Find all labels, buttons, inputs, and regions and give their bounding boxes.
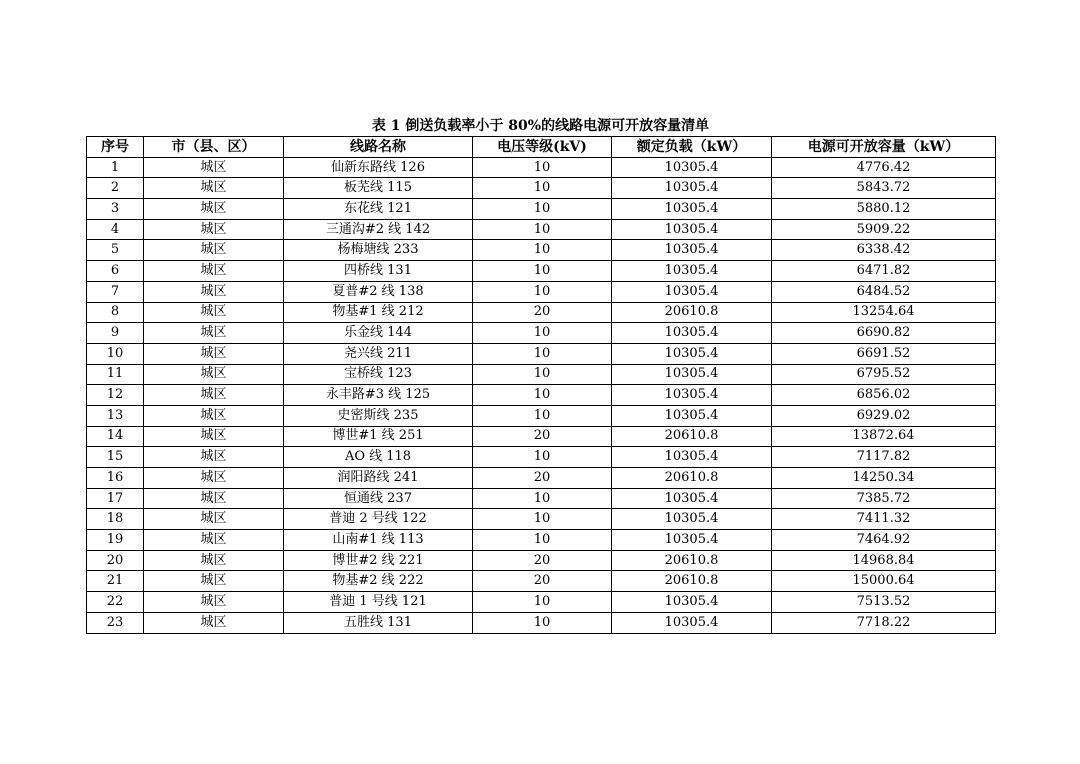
cell-open-capacity: 6338.42	[772, 240, 996, 261]
cell-line-name: 五胜线 131	[284, 612, 473, 633]
cell-index: 10	[87, 343, 144, 364]
cell-district: 城区	[144, 343, 284, 364]
cell-open-capacity: 13254.64	[772, 302, 996, 323]
table-row	[87, 385, 996, 406]
cell-rated-load: 10305.4	[612, 509, 772, 530]
cell-voltage: 20	[473, 426, 612, 447]
cell-district: 城区	[144, 550, 284, 571]
table-row	[87, 592, 996, 613]
table-row	[87, 612, 996, 633]
cell-voltage: 10	[473, 199, 612, 220]
table-row	[87, 364, 996, 385]
cell-line-name: 山南#1 线 113	[284, 530, 473, 551]
table-row	[87, 240, 996, 261]
cell-index: 19	[87, 530, 144, 551]
cell-line-name: 杨梅塘线 233	[284, 240, 473, 261]
cell-rated-load: 20610.8	[612, 426, 772, 447]
cell-rated-load: 10305.4	[612, 405, 772, 426]
cell-rated-load: 10305.4	[612, 281, 772, 302]
cell-district: 城区	[144, 385, 284, 406]
cell-open-capacity: 5880.12	[772, 199, 996, 220]
cell-district: 城区	[144, 178, 284, 199]
cell-district: 城区	[144, 157, 284, 178]
table-header-row	[87, 137, 996, 158]
cell-open-capacity: 6484.52	[772, 281, 996, 302]
cell-district: 城区	[144, 199, 284, 220]
cell-index: 4	[87, 219, 144, 240]
table-body	[87, 157, 996, 633]
cell-voltage: 10	[473, 219, 612, 240]
cell-rated-load: 10305.4	[612, 592, 772, 613]
table-row	[87, 447, 996, 468]
cell-rated-load: 10305.4	[612, 364, 772, 385]
cell-district: 城区	[144, 612, 284, 633]
cell-open-capacity: 6795.52	[772, 364, 996, 385]
cell-voltage: 10	[473, 405, 612, 426]
cell-district: 城区	[144, 447, 284, 468]
table-row	[87, 281, 996, 302]
cell-open-capacity: 6929.02	[772, 405, 996, 426]
cell-index: 11	[87, 364, 144, 385]
cell-index: 9	[87, 323, 144, 344]
cell-district: 城区	[144, 405, 284, 426]
cell-line-name: 东花线 121	[284, 199, 473, 220]
cell-voltage: 20	[473, 571, 612, 592]
cell-line-name: 物基#1 线 212	[284, 302, 473, 323]
cell-line-name: 四桥线 131	[284, 261, 473, 282]
cell-rated-load: 10305.4	[612, 199, 772, 220]
table-row	[87, 571, 996, 592]
cell-district: 城区	[144, 219, 284, 240]
cell-line-name: 仙新东路线 126	[284, 157, 473, 178]
table-row	[87, 302, 996, 323]
cell-rated-load: 20610.8	[612, 571, 772, 592]
header-open-capacity: 电源可开放容量（kW）	[772, 137, 996, 158]
cell-line-name: 博世#2 线 221	[284, 550, 473, 571]
cell-line-name: 三通沟#2 线 142	[284, 219, 473, 240]
cell-line-name: 恒通线 237	[284, 488, 473, 509]
table-row	[87, 488, 996, 509]
cell-index: 14	[87, 426, 144, 447]
header-voltage: 电压等级(kV)	[473, 137, 612, 158]
cell-open-capacity: 6856.02	[772, 385, 996, 406]
cell-district: 城区	[144, 468, 284, 489]
cell-voltage: 10	[473, 261, 612, 282]
cell-district: 城区	[144, 323, 284, 344]
cell-index: 17	[87, 488, 144, 509]
cell-voltage: 10	[473, 323, 612, 344]
cell-district: 城区	[144, 261, 284, 282]
cell-line-name: 物基#2 线 222	[284, 571, 473, 592]
cell-index: 5	[87, 240, 144, 261]
cell-rated-load: 10305.4	[612, 612, 772, 633]
cell-index: 16	[87, 468, 144, 489]
table-row	[87, 509, 996, 530]
cell-district: 城区	[144, 364, 284, 385]
table-row	[87, 219, 996, 240]
table-row	[87, 157, 996, 178]
cell-voltage: 10	[473, 612, 612, 633]
cell-open-capacity: 4776.42	[772, 157, 996, 178]
table-row	[87, 405, 996, 426]
cell-open-capacity: 6471.82	[772, 261, 996, 282]
cell-voltage: 10	[473, 240, 612, 261]
table-row	[87, 550, 996, 571]
cell-index: 6	[87, 261, 144, 282]
cell-voltage: 10	[473, 364, 612, 385]
cell-district: 城区	[144, 302, 284, 323]
table-row	[87, 530, 996, 551]
cell-open-capacity: 7411.32	[772, 509, 996, 530]
cell-district: 城区	[144, 509, 284, 530]
cell-line-name: AO 线 118	[284, 447, 473, 468]
cell-district: 城区	[144, 488, 284, 509]
header-index: 序号	[87, 137, 144, 158]
header-district: 市（县、区）	[144, 137, 284, 158]
cell-open-capacity: 6690.82	[772, 323, 996, 344]
cell-district: 城区	[144, 571, 284, 592]
cell-line-name: 尧兴线 211	[284, 343, 473, 364]
cell-index: 18	[87, 509, 144, 530]
cell-rated-load: 20610.8	[612, 302, 772, 323]
table-row	[87, 426, 996, 447]
cell-voltage: 10	[473, 488, 612, 509]
table-row	[87, 343, 996, 364]
cell-open-capacity: 13872.64	[772, 426, 996, 447]
cell-index: 15	[87, 447, 144, 468]
cell-district: 城区	[144, 281, 284, 302]
cell-index: 23	[87, 612, 144, 633]
cell-open-capacity: 6691.52	[772, 343, 996, 364]
cell-open-capacity: 7464.92	[772, 530, 996, 551]
cell-index: 21	[87, 571, 144, 592]
cell-line-name: 夏普#2 线 138	[284, 281, 473, 302]
cell-index: 13	[87, 405, 144, 426]
cell-rated-load: 10305.4	[612, 447, 772, 468]
cell-rated-load: 10305.4	[612, 219, 772, 240]
cell-index: 3	[87, 199, 144, 220]
cell-open-capacity: 7718.22	[772, 612, 996, 633]
table-row	[87, 323, 996, 344]
cell-index: 12	[87, 385, 144, 406]
cell-index: 7	[87, 281, 144, 302]
cell-rated-load: 20610.8	[612, 468, 772, 489]
cell-open-capacity: 7117.82	[772, 447, 996, 468]
table-row	[87, 199, 996, 220]
cell-rated-load: 10305.4	[612, 261, 772, 282]
cell-voltage: 10	[473, 530, 612, 551]
cell-open-capacity: 7385.72	[772, 488, 996, 509]
cell-voltage: 10	[473, 592, 612, 613]
cell-voltage: 10	[473, 343, 612, 364]
cell-index: 1	[87, 157, 144, 178]
cell-voltage: 10	[473, 447, 612, 468]
cell-voltage: 10	[473, 509, 612, 530]
cell-line-name: 润阳路线 241	[284, 468, 473, 489]
cell-district: 城区	[144, 240, 284, 261]
cell-line-name: 板芜线 115	[284, 178, 473, 199]
cell-voltage: 20	[473, 550, 612, 571]
cell-district: 城区	[144, 426, 284, 447]
cell-voltage: 20	[473, 302, 612, 323]
cell-line-name: 乐金线 144	[284, 323, 473, 344]
cell-rated-load: 10305.4	[612, 178, 772, 199]
cell-rated-load: 10305.4	[612, 343, 772, 364]
cell-line-name: 宝桥线 123	[284, 364, 473, 385]
header-line-name: 线路名称	[284, 137, 473, 158]
cell-voltage: 10	[473, 157, 612, 178]
table-row	[87, 261, 996, 282]
cell-open-capacity: 15000.64	[772, 571, 996, 592]
table-row	[87, 178, 996, 199]
cell-voltage: 10	[473, 281, 612, 302]
cell-open-capacity: 7513.52	[772, 592, 996, 613]
capacity-table	[86, 136, 996, 634]
table-title: 表 1 倒送负载率小于 80%的线路电源可开放容量清单	[371, 118, 710, 134]
cell-open-capacity: 14968.84	[772, 550, 996, 571]
cell-line-name: 普迪 2 号线 122	[284, 509, 473, 530]
cell-index: 8	[87, 302, 144, 323]
cell-rated-load: 10305.4	[612, 157, 772, 178]
cell-voltage: 10	[473, 178, 612, 199]
cell-line-name: 普迪 1 号线 121	[284, 592, 473, 613]
cell-index: 22	[87, 592, 144, 613]
cell-open-capacity: 5909.22	[772, 219, 996, 240]
header-rated-load: 额定负载（kW）	[612, 137, 772, 158]
cell-voltage: 20	[473, 468, 612, 489]
cell-rated-load: 10305.4	[612, 488, 772, 509]
cell-open-capacity: 14250.34	[772, 468, 996, 489]
cell-district: 城区	[144, 592, 284, 613]
cell-district: 城区	[144, 530, 284, 551]
cell-rated-load: 10305.4	[612, 240, 772, 261]
cell-rated-load: 10305.4	[612, 385, 772, 406]
cell-line-name: 永丰路#3 线 125	[284, 385, 473, 406]
table-row	[87, 468, 996, 489]
cell-open-capacity: 5843.72	[772, 178, 996, 199]
cell-line-name: 史密斯线 235	[284, 405, 473, 426]
cell-voltage: 10	[473, 385, 612, 406]
cell-line-name: 博世#1 线 251	[284, 426, 473, 447]
cell-rated-load: 10305.4	[612, 323, 772, 344]
cell-index: 2	[87, 178, 144, 199]
cell-rated-load: 20610.8	[612, 550, 772, 571]
cell-rated-load: 10305.4	[612, 530, 772, 551]
cell-index: 20	[87, 550, 144, 571]
